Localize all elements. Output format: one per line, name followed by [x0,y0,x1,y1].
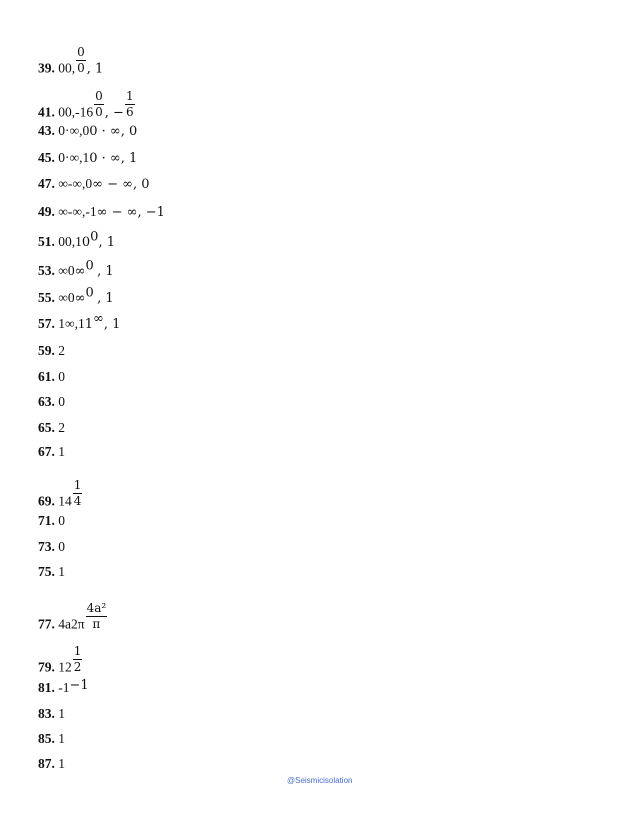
answer-number: 73. [38,539,55,554]
answer-number: 81. [38,680,55,695]
answer-71 [38,513,65,529]
answer-number: 59. [38,343,55,358]
answer-39 [38,45,104,85]
superscript: 0 [85,258,94,274]
answer-85 [38,731,65,747]
answer-number: 63. [38,394,55,409]
answer-49 [38,204,165,220]
answer-55 [38,285,114,306]
answer-number: 49. [38,204,55,219]
answer-text: 1∞,1 [58,316,85,331]
answer-65 [38,420,65,436]
answer-number: 85. [38,731,55,746]
answer-number: 41. [38,104,55,120]
answer-number: 43. [38,123,55,138]
answer-81 [38,680,89,696]
answer-number: 69. [38,493,55,509]
answer-number: 67. [38,444,55,459]
answer-text: 12 [58,659,72,675]
answer-math: ∞ [74,291,86,306]
answer-tail: , 1 [97,264,114,279]
answer-math: 0 · ∞, 0 [89,124,138,139]
answer-number: 53. [38,263,55,278]
superscript: 0 [90,229,99,245]
answer-text: ∞-∞,-1 [58,204,97,219]
answer-number: 65. [38,420,55,435]
answer-text: 1 [58,444,65,459]
fraction: $\frac{1}{4}$ [73,478,82,508]
answer-text: 2 [58,420,65,435]
answer-tail: , 1 [97,291,114,306]
answer-53 [38,258,114,279]
answer-59 [38,343,65,359]
watermark-credit: @Seismicisolation [287,776,353,785]
answer-math: 0 · ∞, 1 [89,151,138,166]
answer-number: 47. [38,176,55,191]
answer-text: 1 [58,706,65,721]
answer-77 [38,601,108,641]
fraction: $\frac{1}{2}$ [73,644,82,674]
fraction: $\frac{1}{6}$ [125,89,134,119]
answer-text: 00,-16 [58,104,94,120]
answer-57 [38,311,121,332]
answer-63 [38,394,65,410]
answer-number: 77. [38,616,55,632]
answer-number: 51. [38,234,55,249]
answer-text: ∞-∞,0 [58,176,93,191]
answer-number: 39. [38,60,55,76]
answer-math: ∞ − ∞, 0 [92,177,150,192]
answer-text: 2 [58,343,65,358]
answer-number: 57. [38,316,55,331]
fraction: $\frac{\text{4a²}}{\pi}$ [86,601,107,631]
answer-text: 1 [58,756,65,771]
answer-number: 75. [38,564,55,579]
answer-math: −1 [69,678,89,693]
answer-tail: , 1 [86,61,104,77]
answer-83 [38,706,65,722]
answer-number: 45. [38,150,55,165]
answer-math: ∞ − ∞, −1 [96,205,165,220]
answer-text: 1 [58,731,65,746]
answer-67 [38,444,65,460]
answer-47 [38,176,149,192]
answer-text: ∞0 [58,290,75,305]
answer-number: 87. [38,756,55,771]
answer-text: 0·∞,1 [58,150,90,165]
answer-73 [38,539,65,555]
answer-math: ∞ [74,264,86,279]
answer-text: 00, [58,60,76,76]
fraction: $\frac{0}{0}$ [95,89,103,119]
answer-text: 14 [58,493,72,509]
answer-75 [38,564,65,580]
answer-text: 0 [58,369,65,384]
answer-number: 61. [38,369,55,384]
superscript: ∞ [93,311,104,327]
answer-87 [38,756,65,772]
answer-45 [38,150,137,166]
answer-number: 55. [38,290,55,305]
answer-text: ∞0 [58,263,75,278]
answer-51 [38,229,115,250]
answer-43 [38,123,137,139]
answer-text: 0·∞,0 [58,123,90,138]
answer-text: 0 [58,539,65,554]
answer-text: 4a2π [58,616,85,632]
superscript: 0 [85,285,94,301]
answer-text: 0 [58,513,65,528]
answer-number: 83. [38,706,55,721]
answer-61 [38,369,65,385]
answer-tail: , 1 [103,317,121,332]
answer-mid: , − [104,105,124,121]
answer-text: 00,1 [58,234,82,249]
answer-text: 0 [58,394,65,409]
answer-text: -1 [58,680,70,695]
answer-math: 0 [81,235,91,250]
answer-number: 71. [38,513,55,528]
answer-tail: , 1 [98,235,115,250]
answer-math: 1 [84,317,94,332]
fraction: $\frac{0}{0}$ [77,45,85,75]
answer-number: 79. [38,659,55,675]
answer-text: 1 [58,564,65,579]
